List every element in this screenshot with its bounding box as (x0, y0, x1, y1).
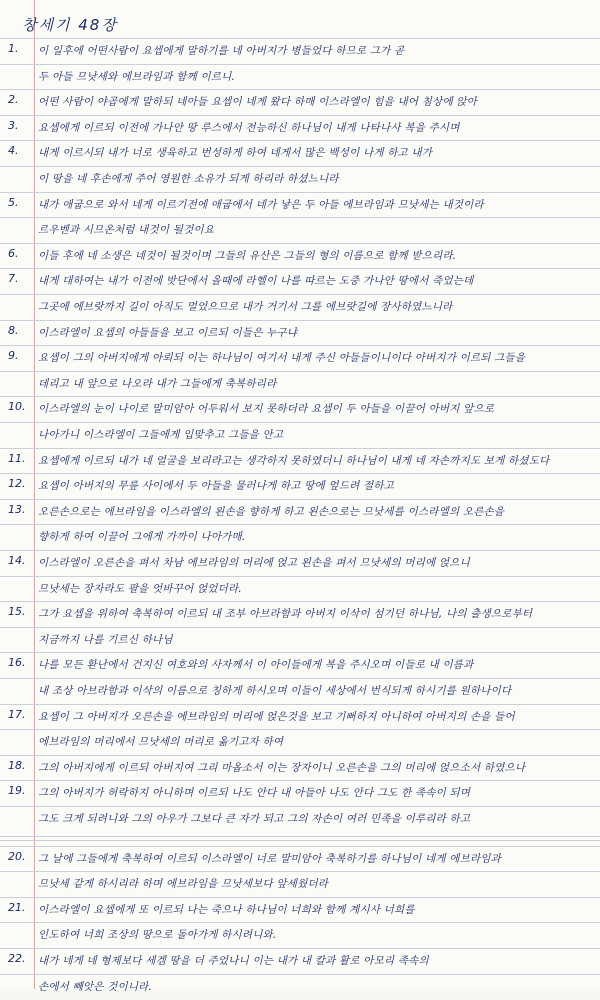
verse-line (0, 117, 600, 141)
verse-line (0, 40, 600, 64)
verse-text: 이스라엘이 요셉에게 또 이르되 나는 죽으나 하나님이 너희와 함께 계시사 너희를 (38, 904, 415, 916)
verse-text: 그의 아버지에게 이르되 아버지여 그리 마옵소서 이는 장자이니 오른손을 그의 머리에 얹으소서 하였으나 (38, 762, 526, 774)
verse-text: 지금까지 나를 기르신 하나님 (38, 634, 173, 646)
verse-text: 내 조상 아브라함과 이삭의 이름으로 칭하게 하시오며 이들이 세상에서 번식되게 하시기를 원하나이다 (38, 685, 512, 697)
verse-line (0, 706, 600, 730)
verse-text: 이스라엘이 오른손을 펴서 차남 에브라임의 머리에 얹고 왼손을 펴서 므낫세의 머리에 얹으니 (38, 557, 470, 569)
verse-number: 18. (8, 759, 26, 772)
ruled-line (0, 115, 600, 116)
verse-number: 21. (8, 901, 26, 914)
verse-number: 2. (8, 93, 19, 106)
verse-number: 8. (8, 324, 19, 337)
ruled-line (0, 846, 600, 847)
verse-text: 향하게 하여 이끌어 그에게 가까이 나아가매. (38, 531, 246, 543)
verse-text: 요셉에게 이르되 내가 네 얼굴을 보리라고는 생각하지 못하였더니 하나님이 내게 네 자손까지도 보게 하셨도다 (38, 455, 550, 467)
verse-number: 14. (8, 554, 26, 567)
verse-line (0, 899, 600, 923)
verse-text: 이들 후에 네 소생은 네것이 될것이며 그들의 유산은 그들의 형의 이름으로 함께 받으리라. (38, 250, 457, 262)
verse-line (0, 848, 600, 872)
verse-text: 인도하여 너희 조상의 땅으로 돌아가게 하시려니와. (38, 929, 277, 941)
verse-line (0, 270, 600, 294)
ruled-line (0, 499, 600, 500)
verse-line (0, 194, 600, 218)
verse-line (0, 398, 600, 422)
verse-text: 요셉이 그 아버지가 오른손을 에브라임의 머리에 얹은것을 보고 기뻐하지 아니하여 아버지의 손을 들어 (38, 711, 515, 723)
verse-number: 6. (8, 247, 19, 260)
verse-number: 17. (8, 708, 26, 721)
verse-number: 7. (8, 272, 19, 285)
ruled-line (0, 422, 600, 423)
verse-text: 데리고 내 앞으로 나오라 내가 그들에게 축복하리라 (38, 378, 277, 390)
verse-text: 르우벤과 시므온처럼 내것이 될것이요 (38, 224, 215, 236)
verse-line (0, 347, 600, 371)
ruled-line (0, 371, 600, 372)
verse-line (0, 873, 600, 897)
verse-line (0, 578, 600, 602)
verse-text: 므낫세는 장자라도 팔을 엇바꾸어 얹었더라. (38, 583, 242, 595)
verse-text: 두 아들 므낫세와 에브라임과 함께 이르니. (38, 71, 236, 83)
verse-line (0, 296, 600, 320)
page-title: 창세기 48장 (22, 16, 118, 34)
ruled-line (0, 755, 600, 756)
verse-line (0, 322, 600, 346)
ruled-line (0, 576, 600, 577)
verse-text: 그가 요셉을 위하여 축복하여 이르되 내 조부 아브라함과 아버지 이삭이 섬기던 하나님, 나의 출생으로부터 (38, 608, 533, 620)
verse-line (0, 475, 600, 499)
ruled-line (0, 320, 600, 321)
ruled-line (0, 897, 600, 898)
ruled-line (0, 192, 600, 193)
ruled-line (0, 294, 600, 295)
verse-number: 1. (8, 42, 19, 55)
verse-line (0, 526, 600, 550)
verse-line (0, 950, 600, 974)
verse-line (0, 552, 600, 576)
verse-text: 내가 애굽으로 와서 네게 이르기전에 애굽에서 네가 낳은 두 아들 에브라임과 므낫세는 내것이라 (38, 199, 484, 211)
ruled-line (0, 64, 600, 65)
verse-text: 어떤 사람이 야곱에게 말하되 네아들 요셉이 네게 왔다 하매 이스라엘이 힘을 내어 침상에 앉아 (38, 96, 478, 108)
verse-text: 나를 모든 환난에서 건지신 여호와의 사자께서 이 아이들에게 복을 주시오며 이들로 내 이름과 (38, 659, 474, 671)
verse-line (0, 450, 600, 474)
verse-line (0, 373, 600, 397)
ruled-line (0, 806, 600, 807)
verse-text: 내게 이르시되 내가 너로 생육하고 번성하게 하여 네게서 많은 백성이 나게 하고 내가 (38, 147, 433, 159)
verse-number: 15. (8, 605, 26, 618)
verse-text: 요셉이 그의 아버지에게 아뢰되 이는 하나님이 여기서 내게 주신 아들들이니이다 아버지가 이르되 그들을 (38, 352, 526, 364)
verse-number: 16. (8, 656, 26, 669)
verse-number: 11. (8, 452, 26, 465)
ruled-line (0, 704, 600, 705)
ruled-line (0, 550, 600, 551)
verse-line (0, 924, 600, 948)
verse-line (0, 603, 600, 627)
verse-line (0, 680, 600, 704)
verse-line (0, 424, 600, 448)
verse-text: 나아가니 이스라엘이 그들에게 입맞추고 그들을 안고 (38, 429, 284, 441)
ruled-line (0, 678, 600, 679)
verse-text: 이스라엘이 요셉의 아들들을 보고 이르되 이들은 누구냐 (38, 327, 298, 339)
verse-text: 이 일후에 어떤사람이 요셉에게 말하기를 네 아버지가 병들었다 하므로 그가 곧 (38, 45, 405, 57)
verse-number: 9. (8, 349, 19, 362)
verse-line (0, 976, 600, 1000)
verse-number: 5. (8, 196, 19, 209)
verse-line (0, 219, 600, 243)
verse-line (0, 654, 600, 678)
verse-line (0, 629, 600, 653)
verse-text: 이스라엘의 눈이 나이로 말미암아 어두워서 보지 못하더라 요셉이 두 아들을 이끌어 아버지 앞으로 (38, 403, 495, 415)
verse-line (0, 142, 600, 166)
verse-number: 10. (8, 400, 26, 413)
verse-line (0, 66, 600, 90)
verse-text: 그도 크게 되려니와 그의 아우가 그보다 큰 자가 되고 그의 자손이 여러 민족을 이루리라 하고 (38, 813, 471, 825)
verse-line (0, 168, 600, 192)
verse-number: 13. (8, 503, 26, 516)
ruled-line (0, 627, 600, 628)
ruled-line (0, 948, 600, 949)
verse-text: 손에서 빼앗은 것이니라. (38, 981, 153, 993)
verse-text: 에브라임의 머리에서 므낫세의 머리로 옮기고자 하여 (38, 736, 284, 748)
verse-line (0, 91, 600, 115)
double-rule (0, 836, 600, 841)
verse-number: 19. (8, 784, 26, 797)
verse-number: 22. (8, 952, 26, 965)
verse-line (0, 782, 600, 806)
verse-text: 내가 네게 네 형제보다 세겜 땅을 더 주었나니 이는 내가 내 칼과 활로 아모리 족속의 (38, 955, 429, 967)
verse-text: 오른손으로는 에브라임을 이스라엘의 왼손을 향하게 하고 왼손으로는 므낫세를 이스라엘의 오른손을 (38, 506, 505, 518)
verse-number: 12. (8, 477, 26, 490)
verse-number: 4. (8, 144, 19, 157)
ruled-line (0, 243, 600, 244)
verse-text: 그의 아버지가 허락하지 아니하며 이르되 나도 안다 내 아들아 나도 안다 그도 한 족속이 되며 (38, 787, 471, 799)
verse-text: 요셉에게 이르되 이전에 가나안 땅 루스에서 전능하신 하나님이 내게 나타나사 복을 주시며 (38, 122, 460, 134)
verse-line (0, 731, 600, 755)
ruled-line (0, 166, 600, 167)
verse-line (0, 757, 600, 781)
verse-text: 므낫세 같게 하시리라 하며 에브라임을 므낫세보다 앞세웠더라 (38, 878, 329, 890)
verse-text: 이 땅을 네 후손에게 주어 영원한 소유가 되게 하리라 하셨느니라 (38, 173, 339, 185)
verse-line (0, 245, 600, 269)
verse-line (0, 501, 600, 525)
verse-number: 20. (8, 850, 26, 863)
ruled-line (0, 38, 600, 39)
ruled-line (0, 974, 600, 975)
verse-number: 3. (8, 119, 19, 132)
verse-text: 내게 대하여는 내가 이전에 밧단에서 올때에 라헬이 나를 따르는 도중 가나안 땅에서 죽었는데 (38, 275, 474, 287)
verse-text: 그곳에 에브랏까지 길이 아직도 멀었으므로 내가 거기서 그를 에브랏길에 장사하였느니라 (38, 301, 453, 313)
verse-line (0, 808, 600, 832)
verse-text: 그 날에 그들에게 축복하여 이르되 이스라엘이 너로 말미암아 축복하기를 하나님이 네게 에브라임과 (38, 853, 501, 865)
verse-text: 요셉이 아버지의 무릎 사이에서 두 아들을 물러나게 하고 땅에 엎드려 절하고 (38, 480, 395, 492)
ruled-line (0, 448, 600, 449)
